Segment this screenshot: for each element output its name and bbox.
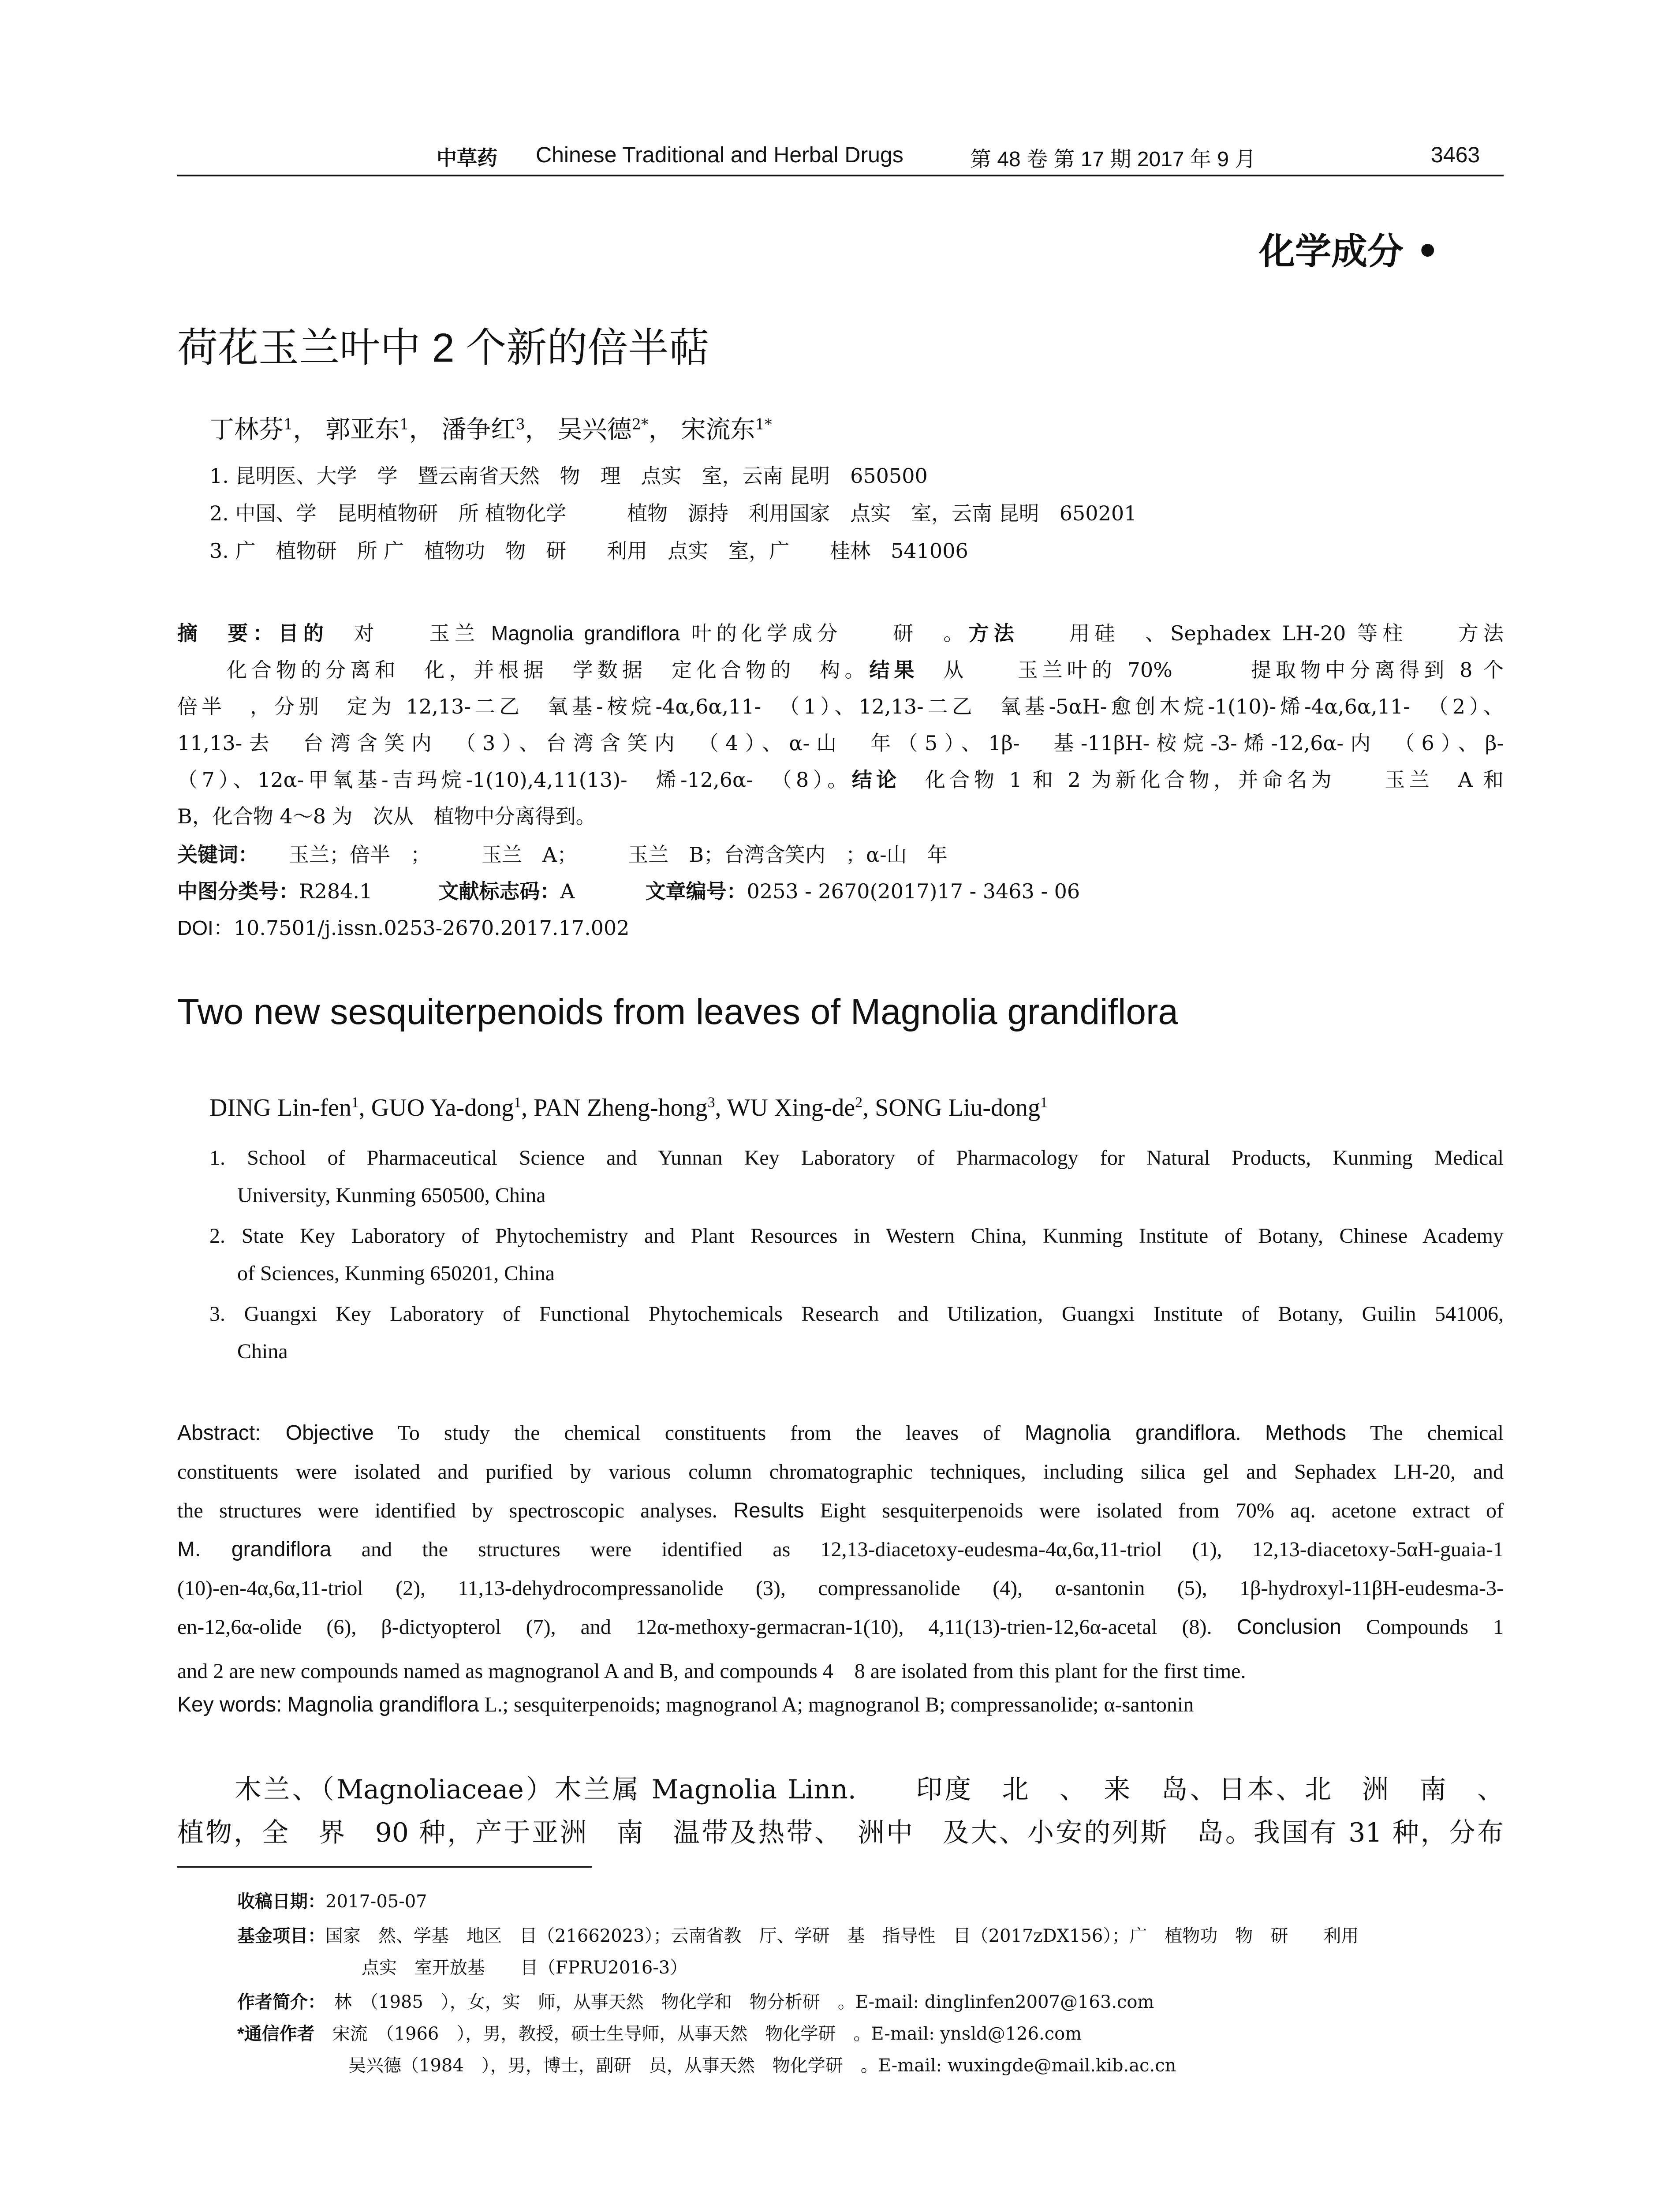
cn-abstract-text: 用硅 、Sephadex LH-20 等柱 方法 xyxy=(1019,621,1504,645)
cn-abstract-text: 叶的化学成分 研 。 xyxy=(679,621,969,645)
journal-en: Chinese Traditional and Herbal Drugs xyxy=(536,142,903,167)
en-abstract-keyword: Conclusion xyxy=(1236,1615,1341,1639)
cn-authors: 丁林芬$^1$， 郭亚东$^1$， 潘争红$^3$， 吴兴德$^{2*}$， 宋流东$^{1*}$ xyxy=(209,415,772,444)
journal-cn: 中草药 xyxy=(437,146,497,170)
footnote-corr-cont: 吴兴德（1984 ），男，博士，副研 员，从事天然 物化学研 。E-mail: wuxingde@mail.kib.ac.cn xyxy=(348,2056,1176,2076)
en-abstract-line xyxy=(177,1460,1504,1484)
cn-author: 吴兴德 xyxy=(557,415,632,444)
en-affiliation-cont: China xyxy=(237,1340,288,1363)
cn-abstract-line xyxy=(177,654,1504,683)
article-value: 0253 - 2670(2017)17 - 3463 - 06 xyxy=(747,879,1080,903)
en-affiliation-cont: of Sciences, Kunming 650201, China xyxy=(237,1262,555,1285)
fund-label: 基金项目： xyxy=(237,1926,325,1946)
en-author: SONG Liu-dong xyxy=(875,1094,1040,1121)
en-abstract-keyword: Abstract: Objective xyxy=(177,1421,374,1445)
corr-text: 宋流 （1966 ），男，教授，硕士生导师，从事天然 物化学研 。E-mail: ynsld@126.com xyxy=(332,2024,1082,2044)
aff-mark: 1 xyxy=(351,1094,359,1111)
fund-text: 国家 然、学基 地区 目（21662023）；云南省教 厅、学研 基 指导性 目（2017zDX156）；广 植物功 物 研 利用 xyxy=(325,1926,1359,1946)
body-line: 木兰、（Magnoliaceae）木兰属 Magnolia Linn. 印度 北 、 来 岛、日本、北 洲 南 、 xyxy=(177,1774,1504,1805)
footnote-fund-cont: 点实 室开放基 目（FPRU2016-3） xyxy=(362,1958,688,1978)
cn-abstract-text: 对 玉兰 xyxy=(329,621,491,645)
species-name: Magnolia grandiflora xyxy=(287,1693,479,1716)
received-label: 收稿日期： xyxy=(237,1892,325,1911)
cn-affiliation: 3. 广 植物研 所 广 植物功 物 研 利用 点实 室，广 桂林 541006 xyxy=(209,539,968,563)
aff-mark: 2* xyxy=(631,415,649,433)
en-abstract-text: constituents were isolated and purified by various column chromatographic techniques, including silica gel and Sephadex LH-20, and xyxy=(177,1460,1504,1484)
author-label: 作者简介： xyxy=(237,1992,317,2012)
en-abstract-text: The chemical xyxy=(1346,1421,1504,1445)
cn-title: 荷花玉兰叶中 2 个新的倍半萜 xyxy=(177,325,709,370)
cn-keywords xyxy=(177,839,948,868)
cn-abstract-text: 化合物 1 和 2 为新化合物，并命名为 玉兰 A 和 xyxy=(900,768,1504,792)
doccode-label: 文献标志码： xyxy=(438,880,560,903)
footnote-corr xyxy=(237,2020,1082,2045)
cn-keywords-text: 玉兰；倍半 ； 玉兰 A； 玉兰 B；台湾含笑内 ；α-山 年 xyxy=(248,843,948,867)
en-author: PAN Zheng-hong xyxy=(534,1094,708,1121)
en-abstract-text: and the structures were identified as 12,13-diacetoxy-eudesma-4α,6α,11-triol (1), 12,13-diacetoxy-5αH-guaia-1 xyxy=(331,1538,1504,1561)
en-abstract-last: and 2 are new compounds named as magnogranol A and B, and compounds 4 8 are isolated from this plant for the first time. xyxy=(177,1659,1246,1683)
en-abstract-keyword: Results xyxy=(733,1499,804,1522)
en-abstract-text: To study the chemical constituents from the leaves of xyxy=(373,1421,1025,1445)
clc-label: 中图分类号： xyxy=(177,880,299,903)
cn-author: 潘争红 xyxy=(441,415,516,444)
en-abstract-line xyxy=(177,1499,1504,1523)
en-abstract-keyword: Methods xyxy=(1265,1421,1347,1445)
aff-mark: 1 xyxy=(514,1094,522,1111)
en-abstract-text: (10)-en-4α,6α,11-triol (2), 11,13-dehydrocompressanolide (3), compressanolide (4), α-santonin (5), 1β-hydroxyl-11βH-eudesma-3- xyxy=(177,1577,1504,1600)
article-label: 文章编号： xyxy=(645,880,747,903)
species-name: M. grandiflora xyxy=(177,1538,332,1561)
en-author: WU Xing-de xyxy=(727,1094,855,1121)
en-affiliation: 3. Guangxi Key Laboratory of Functional Phytochemicals Research and Utilization, Guangxi Institute of Botany, Guilin 541006, xyxy=(209,1302,1504,1326)
en-abstract-text: Eight sesquiterpenoids were isolated from 70% aq. acetone extract of xyxy=(804,1499,1504,1522)
cn-abstract-label: 摘 要： xyxy=(177,622,278,645)
en-affiliation-cont: University, Kunming 650500, China xyxy=(237,1184,546,1207)
header-rule xyxy=(177,175,1504,176)
aff-mark: 1 xyxy=(399,415,409,433)
footnote-author xyxy=(237,1988,1154,2013)
en-author: DING Lin-fen xyxy=(209,1094,351,1121)
en-abstract-line xyxy=(177,1537,1504,1562)
en-abstract-text: Compounds 1 xyxy=(1341,1615,1504,1639)
cn-abstract-text: （7）、12α-甲氧基-吉玛烷-1(10),4,11(13)- 烯-12,6α- （8）。 xyxy=(177,768,852,792)
cn-abstract-text: 化合物的分离和 化，并根据 学数据 定化合物的 构。 xyxy=(177,658,870,682)
cn-abstract-line xyxy=(177,617,1504,647)
cn-author: 宋流东 xyxy=(681,415,755,444)
aff-mark: 3 xyxy=(707,1094,715,1111)
cn-affiliation: 1. 昆明医、大学 学 暨云南省天然 物 理 点实 室，云南 昆明 650500 xyxy=(209,464,928,488)
body-line: 植物，全 界 90 种，产于亚洲 南 温带及热带、 洲中 及大、小安的列斯 岛。我国有 31 种，分布 xyxy=(177,1817,1504,1848)
received-date: 2017-05-07 xyxy=(325,1891,427,1912)
page-number: 3463 xyxy=(1431,142,1480,167)
en-authors: DING Lin-fen$^1$, GUO Ya-dong$^1$, PAN Zheng-hong$^3$, WU Xing-$de^2$, SONG Liu-dong$^1$ xyxy=(209,1094,1048,1121)
aff-mark: 1* xyxy=(755,415,772,433)
en-author: GUO Ya-dong xyxy=(371,1094,514,1121)
en-abstract-line xyxy=(177,1421,1504,1445)
en-abstract-text: . xyxy=(1235,1421,1265,1445)
cn-abstract-line xyxy=(177,691,1504,720)
corr-label: *通信作者 xyxy=(237,2024,315,2044)
cn-abstract-text: 11,13-去 台湾含笑内 （3）、台湾含笑内 （4）、α-山 年（5）、1β- 基-11βH-桉烷-3-烯-12,6α-内 （6）、β- xyxy=(177,731,1504,755)
footnote-fund xyxy=(237,1922,1359,1947)
footnote-rule xyxy=(177,1866,592,1868)
cn-abstract-text: 从 玉兰叶的 70% 提取物中分离得到 8 个 xyxy=(918,658,1504,682)
cn-abstract-keyword: 目的 xyxy=(278,622,329,645)
aff-mark: 2 xyxy=(855,1094,863,1111)
en-abstract-text: the structures were identified by spectroscopic analyses. xyxy=(177,1499,734,1522)
cn-affiliation: 2. 中国、学 昆明植物研 所 植物化学 植物 源持 利用国家 点实 室，云南 昆明 650201 xyxy=(209,501,1137,525)
cn-author: 郭亚东 xyxy=(325,415,400,444)
en-title: Two new sesquiterpenoids from leaves of Magnolia grandiflora xyxy=(177,992,1178,1032)
author-text: 林 （1985 ），女，实 师，从事天然 物化学和 物分析研 。E-mail: dinglinfen2007@163.com xyxy=(317,1992,1154,2012)
doi-label: DOI： xyxy=(177,916,234,939)
aff-mark: 1 xyxy=(284,415,293,433)
clc-value: R284.1 xyxy=(299,879,373,903)
cn-abstract-last: B，化合物 4～8 为 次从 植物中分离得到。 xyxy=(177,804,596,828)
cn-abstract-keyword: 结果 xyxy=(869,658,919,681)
doi-value: 10.7501/j.issn.0253-2670.2017.17.002 xyxy=(233,916,630,940)
species-name: Magnolia grandiflora xyxy=(1024,1421,1236,1445)
en-abstract-line xyxy=(177,1615,1504,1639)
en-keywords-text: L.; sesquiterpenoids; magnogranol A; magnogranol B; compressanolide; α-santonin xyxy=(479,1693,1194,1716)
species-name: Magnolia grandiflora xyxy=(491,622,680,645)
cn-abstract-keyword: 方法 xyxy=(968,622,1019,645)
cn-abstract-line xyxy=(177,727,1504,756)
en-affiliation: 2. State Key Laboratory of Phytochemistry and Plant Resources in Western China, Kunming Institute of Botany, Chinese Academy xyxy=(209,1224,1504,1248)
doccode-value: A xyxy=(560,879,575,903)
footnote-received xyxy=(237,1887,427,1913)
aff-mark: 1 xyxy=(1040,1094,1048,1111)
journal-issue: 第 48 卷 第 17 期 2017 年 9 月 xyxy=(970,148,1256,171)
en-affiliation: 1. School of Pharmaceutical Science and Yunnan Key Laboratory of Pharmacology for Natural Products, Kunming Medical xyxy=(209,1146,1504,1170)
cn-keywords-label: 关键词： xyxy=(177,843,248,866)
section-label: 化学成分 • xyxy=(1259,230,1439,273)
doi xyxy=(177,912,630,941)
cn-author: 丁林芬 xyxy=(209,415,284,444)
cn-ids xyxy=(177,875,1080,904)
aff-mark: 3 xyxy=(515,415,525,433)
cn-abstract-text: 倍半 ，分别 定为 12,13-二乙 氧基-桉烷-4α,6α,11- （1）、12,13-二乙 氧基-5αH-愈创木烷-1(10)-烯-4α,6α,11- （2）、 xyxy=(177,695,1504,718)
en-abstract-line xyxy=(177,1576,1504,1600)
en-keywords-label: Key words: xyxy=(177,1693,282,1716)
cn-abstract-line xyxy=(177,764,1504,793)
en-abstract-text: en-12,6α-olide (6), β-dictyopterol (7), and 12α-methoxy-germacran-1(10), 4,11(13)-trien-12,6α-acetal (8). xyxy=(177,1615,1237,1639)
en-keywords xyxy=(177,1693,1194,1717)
cn-abstract-keyword: 结论 xyxy=(851,768,901,791)
